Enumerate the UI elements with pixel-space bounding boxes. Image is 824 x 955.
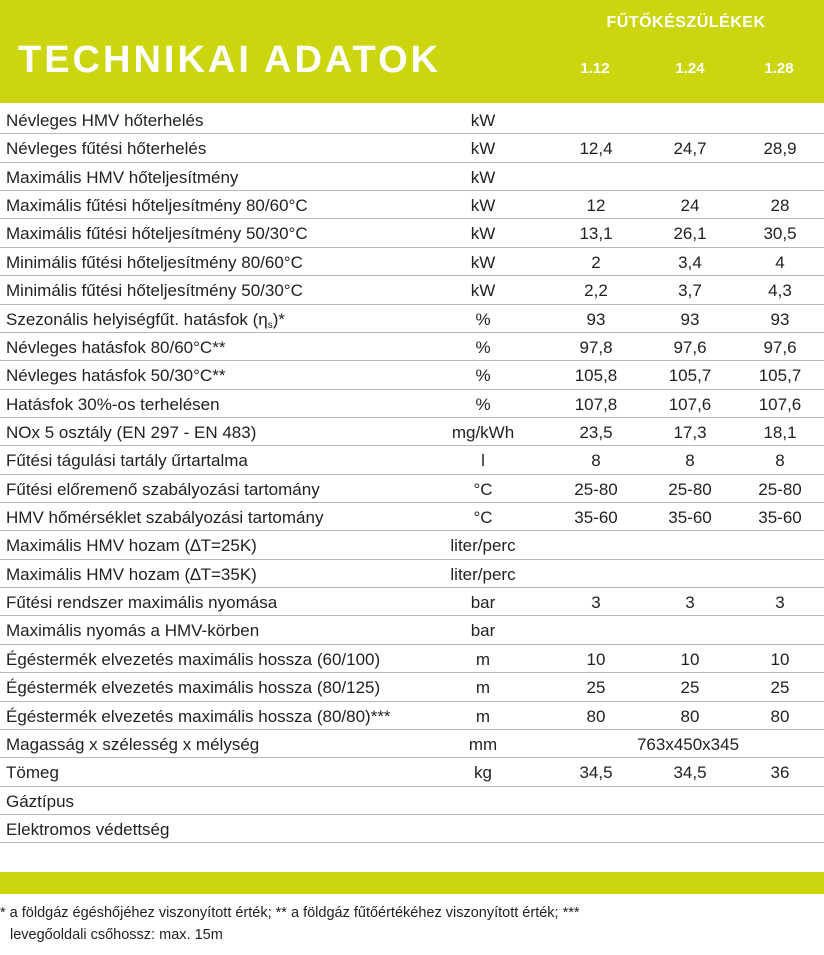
row-value-model-1: 25-80 — [574, 479, 618, 499]
row-value-model-1: 2 — [591, 252, 601, 272]
row-unit: kW — [470, 224, 496, 244]
row-value-model-2: 8 — [685, 451, 695, 471]
row-label-text: Magasság x szélesség x mélység — [6, 734, 260, 754]
table-row — [0, 418, 824, 446]
row-label — [6, 480, 320, 500]
row-value-model-2: 97,6 — [673, 337, 707, 357]
table-row — [0, 531, 824, 559]
row-label — [6, 650, 380, 670]
row-unit: m — [475, 678, 491, 698]
table-row — [0, 163, 824, 191]
row-label — [6, 707, 391, 727]
row-label — [6, 168, 238, 188]
row-label-suffix: )* — [272, 309, 286, 329]
row-value-model-3: 28,9 — [763, 139, 797, 159]
row-label — [6, 139, 206, 159]
row-value-model-2: 34,5 — [673, 763, 707, 783]
table-row — [0, 305, 824, 333]
row-unit: kW — [470, 196, 496, 216]
row-value-model-1: 80 — [586, 706, 606, 726]
row-label — [6, 508, 323, 528]
row-label-text: Minimális fűtési hőteljesítmény 50/30°C — [6, 281, 303, 301]
model-header-3: 1.28 — [764, 60, 794, 77]
row-label-text: Névleges hatásfok 50/30°C** — [6, 366, 226, 386]
model-header-2: 1.24 — [675, 60, 705, 77]
row-unit: kW — [470, 281, 496, 301]
spec-table — [0, 106, 824, 843]
footnote-line-1: * a földgáz égéshőjéhez viszonyított érték; ** a földgáz fűtőértékéhez viszonyított érték; *** — [0, 905, 580, 921]
row-value-model-2: 24,7 — [673, 139, 707, 159]
row-unit: °C — [473, 508, 493, 528]
row-label — [6, 366, 225, 386]
table-row — [0, 758, 824, 786]
row-value-model-3: 3 — [775, 593, 785, 613]
row-label-text: Maximális HMV hozam (∆T=35K) — [6, 564, 257, 584]
table-row — [0, 616, 824, 644]
row-unit: % — [475, 337, 491, 357]
row-value-model-2: 26,1 — [673, 224, 707, 244]
row-label-text: Maximális HMV hőteljesítmény — [6, 167, 239, 187]
row-value-model-1: 3 — [591, 593, 601, 613]
row-unit: kW — [470, 252, 496, 272]
row-label — [6, 196, 308, 216]
row-value-model-3: 80 — [770, 706, 790, 726]
row-value-model-2: 25 — [680, 678, 700, 698]
row-label — [6, 338, 225, 358]
table-row — [0, 588, 824, 616]
row-unit: % — [475, 394, 491, 414]
row-label-text: Hatásfok 30%-os terhelésen — [6, 394, 220, 414]
column-group-label: FŰTŐKÉSZÜLÉKEK — [606, 14, 766, 31]
table-row — [0, 361, 824, 389]
row-label-text: Maximális fűtési hőteljesítmény 50/30°C — [6, 224, 308, 244]
table-row — [0, 702, 824, 730]
row-unit: bar — [470, 621, 496, 641]
row-label-text: Maximális fűtési hőteljesítmény 80/60°C — [6, 196, 308, 216]
row-label — [6, 224, 308, 244]
row-label-text: Névleges HMV hőterhelés — [6, 111, 204, 130]
row-value-model-2: 24 — [680, 196, 700, 216]
footer-band — [0, 872, 824, 894]
row-value-model-3: 10 — [770, 649, 790, 669]
row-label-text: Maximális nyomás a HMV-körben — [6, 621, 260, 641]
row-value-model-1: 93 — [586, 309, 606, 329]
row-label-subscript: s — [267, 319, 273, 331]
row-unit: % — [475, 309, 491, 329]
row-value-model-2: 80 — [680, 706, 700, 726]
row-label — [6, 565, 257, 585]
row-value-model-1: 10 — [586, 649, 606, 669]
row-unit: % — [475, 366, 491, 386]
row-unit: °C — [473, 479, 493, 499]
row-value-model-2: 3,4 — [678, 252, 702, 272]
row-value-model-3: 8 — [775, 451, 785, 471]
table-row — [0, 276, 824, 304]
footnotes — [0, 902, 820, 946]
row-value-model-3: 105,7 — [758, 366, 802, 386]
row-label-text: Minimális fűtési hőteljesítmény 80/60°C — [6, 252, 303, 272]
row-label-text: Maximális HMV hozam (∆T=25K) — [6, 536, 257, 556]
row-unit: mm — [468, 734, 498, 754]
row-value-model-1: 34,5 — [579, 763, 613, 783]
table-row — [0, 390, 824, 418]
row-value-model-3: 107,6 — [758, 394, 802, 414]
row-label-text: Fűtési tágulási tartály űrtartalma — [6, 451, 248, 471]
row-value-model-2: 93 — [680, 309, 700, 329]
row-value-model-3: 4,3 — [768, 281, 792, 301]
row-value-model-2: 25-80 — [668, 479, 712, 499]
table-row — [0, 673, 824, 701]
row-unit: kW — [470, 139, 496, 159]
row-value-model-2: 3,7 — [678, 281, 702, 301]
row-value-model-3: 36 — [770, 763, 790, 783]
row-label-text: Névleges hatásfok 80/60°C** — [6, 337, 226, 357]
row-value-model-3: 97,6 — [763, 337, 797, 357]
footnote-line-2: levegőoldali csőhossz: max. 15m — [10, 927, 223, 943]
row-value-model-1: 35-60 — [574, 508, 618, 528]
table-row — [0, 730, 824, 758]
row-value-model-1: 12 — [586, 196, 606, 216]
table-row — [0, 560, 824, 588]
row-label-text: NOx 5 osztály (EN 297 - EN 483) — [6, 422, 257, 442]
row-unit: liter/perc — [450, 564, 516, 584]
row-value-model-3: 18,1 — [763, 422, 797, 442]
row-label — [6, 253, 303, 273]
row-label-text: Égéstermék elvezetés maximális hossza (80/80)*** — [6, 706, 391, 726]
table-row — [0, 219, 824, 247]
row-value-model-3: 30,5 — [763, 224, 797, 244]
table-row — [0, 645, 824, 673]
row-value-model-3: 25-80 — [758, 479, 802, 499]
row-value-model-3: 4 — [775, 252, 785, 272]
table-row — [0, 106, 824, 134]
row-value-model-3: 35-60 — [758, 508, 802, 528]
model-header-1: 1.12 — [580, 60, 610, 77]
row-value-model-1: 25 — [586, 678, 606, 698]
row-label-text: Égéstermék elvezetés maximális hossza (80/125) — [6, 678, 381, 698]
row-value-model-2: 3 — [685, 593, 695, 613]
row-label-text: Szezonális helyiségfűt. hatásfok (η — [6, 309, 268, 329]
row-value-model-2: 10 — [680, 649, 700, 669]
row-value-model-3: 93 — [770, 309, 790, 329]
row-label — [6, 395, 220, 415]
row-label-text: Égéstermék elvezetés maximális hossza (60/100) — [6, 649, 381, 669]
row-unit: m — [475, 706, 491, 726]
table-row — [0, 191, 824, 219]
table-row — [0, 815, 824, 843]
row-value-model-3: 28 — [770, 196, 790, 216]
row-label — [6, 451, 248, 471]
table-row — [0, 503, 824, 531]
row-label — [6, 621, 259, 641]
row-label-text: Gáztípus — [6, 791, 75, 811]
row-label-text: Tömeg — [6, 763, 59, 783]
row-value-model-2: 105,7 — [668, 366, 712, 386]
row-label — [6, 678, 380, 698]
row-label-text: Elektromos védettség — [6, 819, 170, 839]
row-label-text: Fűtési rendszer maximális nyomása — [6, 593, 278, 613]
row-label — [6, 763, 59, 783]
row-label-text: HMV hőmérséklet szabályozási tartomány — [6, 508, 324, 528]
table-row — [0, 134, 824, 162]
row-value-model-2: 35-60 — [668, 508, 712, 528]
row-label — [6, 536, 257, 556]
row-value-all-models: 763x450x345 — [636, 734, 740, 754]
row-value-model-2: 107,6 — [668, 394, 712, 414]
header-band — [0, 0, 824, 103]
row-label — [6, 111, 203, 131]
table-row — [0, 787, 824, 815]
row-value-model-1: 2,2 — [584, 281, 608, 301]
table-row — [0, 333, 824, 361]
page-title: TECHNIKAI ADATOK — [18, 39, 442, 81]
table-row — [0, 475, 824, 503]
row-unit: kW — [470, 167, 496, 187]
row-label — [6, 281, 303, 301]
row-label — [6, 820, 169, 840]
row-label — [6, 423, 256, 443]
row-label — [6, 310, 285, 336]
row-value-model-1: 13,1 — [579, 224, 613, 244]
row-value-model-1: 97,8 — [579, 337, 613, 357]
row-value-model-1: 12,4 — [579, 139, 613, 159]
row-value-model-2: 17,3 — [673, 422, 707, 442]
row-unit: kW — [470, 111, 496, 130]
row-value-model-1: 23,5 — [579, 422, 613, 442]
row-label-text: Fűtési előremenő szabályozási tartomány — [6, 479, 320, 499]
row-unit: bar — [470, 593, 496, 613]
row-unit: kg — [474, 763, 492, 783]
row-label — [6, 735, 259, 755]
row-value-model-1: 8 — [591, 451, 601, 471]
table-row — [0, 446, 824, 474]
row-label-text: Névleges fűtési hőterhelés — [6, 139, 207, 159]
row-value-model-1: 107,8 — [574, 394, 618, 414]
row-value-model-1: 105,8 — [574, 366, 618, 386]
row-unit: l — [481, 451, 485, 471]
row-unit: mg/kWh — [451, 422, 515, 442]
row-value-model-3: 25 — [770, 678, 790, 698]
row-label — [6, 593, 277, 613]
row-label — [6, 792, 74, 812]
row-unit: liter/perc — [450, 536, 516, 556]
row-unit: m — [475, 649, 491, 669]
table-row — [0, 248, 824, 276]
